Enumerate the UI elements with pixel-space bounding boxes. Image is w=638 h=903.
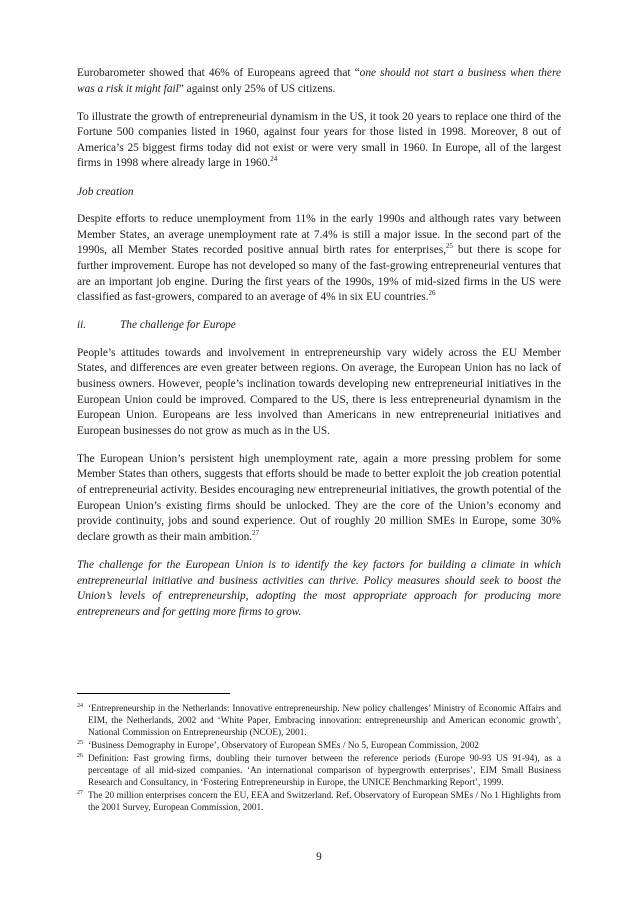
footnote-27	[77, 790, 561, 814]
paragraph-unemployment-rate	[77, 452, 561, 546]
footnote-ref: 26	[428, 289, 436, 298]
footnote-ref: 27	[252, 529, 260, 538]
body-text	[77, 66, 561, 633]
footnote-mark: 24	[77, 703, 83, 709]
quoted-text: one should not start a business when there was a risk it might fail	[77, 67, 561, 95]
footnote-text: ‘Entrepreneurship in the Netherlands: Innovative entrepreneurship. New policy challenges’ Ministry of Economic Affairs and EIM, the Netherlands, 2002 and ‘White Paper, Embracing innovation: entrepreneurship and American economic growth’, National Commission on Entrepreneurship (NCOE), 2001.	[88, 704, 561, 738]
paragraph-text: Despite efforts to reduce unemployment from 11% in the early 1990s and although rates vary between Member States, an average unemployment rate at 7.4% is still a major issue. In the second part of the 1990s, all Member States recorded positive annual birth rates for enterprises,	[77, 213, 561, 257]
footnote-mark: 27	[77, 790, 83, 796]
footnote-24	[77, 703, 561, 739]
footnote-ref: 24	[270, 155, 278, 164]
paragraph-conclusion: The challenge for the European Union is to identify the key factors for building a climate in which entrepreneurial initiative and business activities can thrive. Policy measures should seek to boost the Union’s levels of entrepreneurship, adopting the most appropriate approach for producing more entrepreneurs and for getting more firms to grow.	[77, 558, 561, 618]
section-title: The challenge for Europe	[120, 319, 236, 332]
footnote-mark: 25	[77, 740, 83, 746]
footnote-text: ‘Business Demography in Europe’, Observatory of European SMEs / No 5, European Commission, 2002	[88, 741, 479, 751]
paragraph-eurobarometer	[77, 66, 561, 97]
section-number: ii.	[77, 319, 87, 332]
footnote-text: Definition: Fast growing firms, doubling their turnover between the reference periods (Europe 90-93 US 91-94), as a percentage of all mid-sized companies. ‘An international comparison of hypergrowth enterprises’, EIM Small Business Research and Consultancy, in ‘Fostering Entrepreneurship in Europe, the UNICE Benchmarking Report’, 1999.	[88, 754, 561, 788]
paragraph-text: Eurobarometer showed that 46% of Europeans agreed that “	[77, 67, 360, 79]
heading-job-creation: Job creation	[77, 185, 134, 198]
paragraph-fortune-500	[77, 110, 561, 172]
footnote-text: The 20 million enterprises concern the EU, EEA and Switzerland. Ref. Observatory of European SMEs / No 1 Highlights from the 2001 Survey, European Commission, 2001.	[88, 791, 561, 813]
footnote-mark: 26	[77, 753, 83, 759]
footnote-25	[77, 740, 561, 752]
paragraph-text: To illustrate the growth of entrepreneurial dynamism in the US, it took 20 years to replace one third of the Fortune 500 companies listed in 1960, against four years for those listed in 1998. Moreover, 8 out of America’s 25 biggest firms today did not exist or were very small in 1960. In Europe, all of the largest firms in 1998 where already large in 1960.	[77, 110, 561, 170]
footnotes	[77, 703, 561, 815]
paragraph-attitudes: People’s attitudes towards and involvement in entrepreneurship vary widely across the EU Member States, and differences are even greater between regions. On average, the European Union has no lack of business owners. However, people’s inclination towards developing new entrepreneurial initiatives in the European Union could be improved. Compared to the US, there is less entrepreneurial dynamism in the European Union. Europeans are less involved than Americans in new entrepreneurial initiatives and European businesses do not grow as much as in the US.	[77, 346, 561, 437]
section-heading-challenge	[77, 318, 561, 334]
paragraph-unemployment	[77, 212, 561, 306]
footnote-ref: 25	[446, 242, 454, 251]
paragraph-text: but there is scope for further improvement. Europe has not developed so many of the fast-growing entrepreneurial ventures that are an important job engine. During the first years of the 1990s, 19% of mid-sized firms in the US were classified as fast-growers, compared to an average of 4% in six EU countries.	[77, 244, 561, 304]
footnote-26	[77, 753, 561, 789]
paragraph-text: The European Union’s persistent high unemployment rate, again a more pressing problem for some Member States than others, suggests that efforts should be made to better exploit the job creation potential of entrepreneurial activity. Besides encouraging new entrepreneurial initiatives, the growth potential of the European Union’s existing firms should be unlocked. They are the core of the Union’s economy and provide continuity, jobs and sound experience. Out of roughly 20 million SMEs in Europe, some 30% declare growth as their main ambition.	[77, 452, 561, 543]
footnote-separator	[77, 693, 230, 694]
paragraph-text: ” against only 25% of US citizens.	[178, 82, 336, 95]
page-number: 9	[316, 851, 322, 863]
